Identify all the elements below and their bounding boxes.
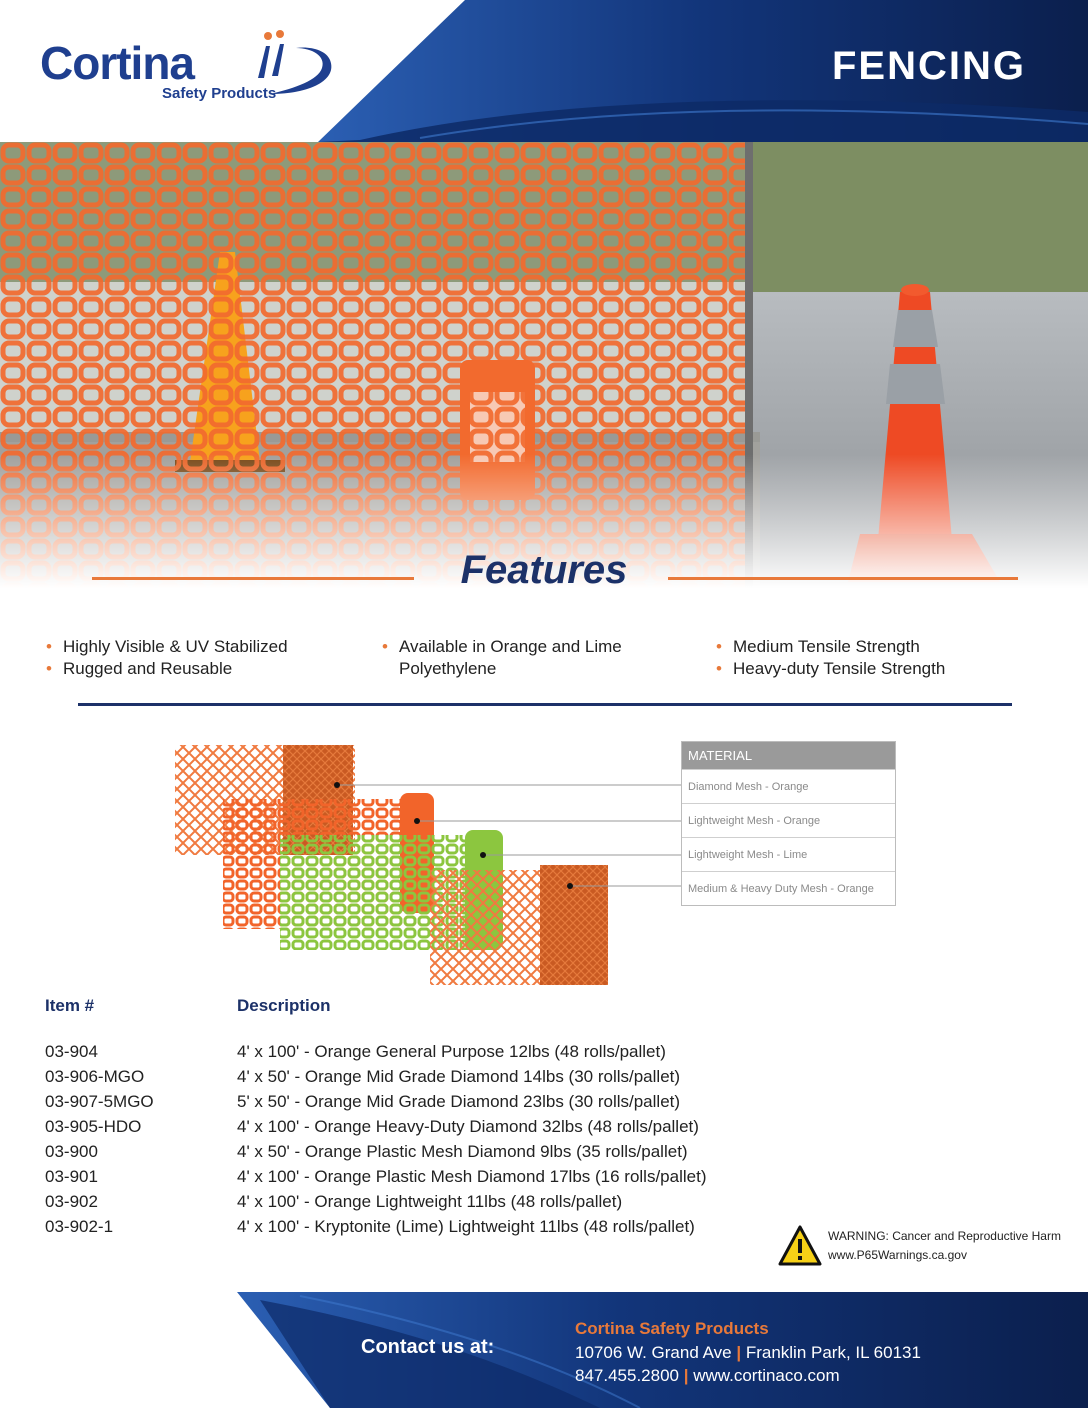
footer-band — [0, 1290, 1088, 1408]
header — [0, 0, 1088, 142]
item-description: 4' x 100' - Orange Heavy-Duty Diamond 32lbs (48 rolls/pallet) — [237, 1117, 699, 1136]
separator: | — [736, 1343, 742, 1362]
item-number: 03-904 — [45, 1042, 98, 1061]
item-number: 03-907-5MGO — [45, 1092, 154, 1111]
item-description: 4' x 100' - Kryptonite (Lime) Lightweight 11lbs (48 rolls/pallet) — [237, 1217, 695, 1236]
phone-number[interactable]: 847.455.2800 — [575, 1366, 679, 1385]
feature-item: • Medium Tensile Strength — [716, 636, 945, 658]
contact-details — [575, 1366, 840, 1386]
item-number: 03-905-HDO — [45, 1117, 142, 1136]
item-number: 03-900 — [45, 1142, 98, 1161]
features-column-3 — [716, 636, 945, 680]
feature-item: • Rugged and Reusable — [46, 658, 288, 680]
product-table — [45, 1042, 785, 1242]
warning-triangle-icon — [778, 1224, 822, 1268]
material-legend-row: Lightweight Mesh - Orange — [682, 803, 895, 837]
table-row — [45, 1142, 785, 1167]
material-legend-row: Lightweight Mesh - Lime — [682, 837, 895, 871]
separator: | — [683, 1366, 689, 1385]
item-number: 03-901 — [45, 1167, 98, 1186]
item-number-header: Item # — [45, 996, 95, 1015]
prop65-warning — [778, 1224, 1078, 1270]
table-row — [45, 1117, 785, 1142]
logo-wordmark: Cortina — [40, 37, 194, 89]
table-row — [45, 1167, 785, 1192]
table-row — [45, 1217, 785, 1242]
feature-item: • Highly Visible & UV Stabilized — [46, 636, 288, 658]
company-name: Cortina Safety Products — [575, 1319, 769, 1338]
item-description: 4' x 50' - Orange Plastic Mesh Diamond 9lbs (35 rolls/pallet) — [237, 1142, 688, 1161]
features-heading: Features — [460, 548, 628, 592]
hero-photo — [0, 142, 1088, 588]
material-legend-header: MATERIAL — [682, 742, 895, 769]
item-number: 03-902-1 — [45, 1217, 114, 1236]
address-city: Franklin Park, IL 60131 — [745, 1343, 921, 1362]
section-divider — [78, 703, 1012, 706]
description-header: Description — [237, 996, 331, 1015]
item-number: 03-902 — [45, 1192, 98, 1211]
page-title: FENCING — [832, 44, 1026, 88]
contact-label: Contact us at: — [361, 1336, 495, 1358]
features-column-2 — [382, 636, 672, 680]
item-number: 03-906-MGO — [45, 1067, 145, 1086]
item-description: 4' x 50' - Orange Mid Grade Diamond 14lbs (30 rolls/pallet) — [237, 1067, 681, 1086]
address — [575, 1343, 921, 1363]
table-row — [45, 1067, 785, 1092]
website-link[interactable]: www.cortinaco.com — [693, 1366, 840, 1385]
material-legend-row: Medium & Heavy Duty Mesh - Orange — [682, 871, 895, 905]
warning-line-1: WARNING: Cancer and Reproductive Harm — [828, 1229, 1061, 1243]
fencing-photo — [0, 142, 1088, 588]
warning-text — [828, 1227, 1061, 1265]
material-legend-row: Diamond Mesh - Orange — [682, 769, 895, 803]
feature-item: • Available in Orange and Lime Polyethylene — [382, 636, 672, 680]
features-column-1 — [46, 636, 288, 680]
warning-link[interactable]: www.P65Warnings.ca.gov — [828, 1248, 967, 1262]
cortina-logo — [40, 28, 340, 108]
address-street: 10706 W. Grand Ave — [575, 1343, 732, 1362]
table-row — [45, 1042, 785, 1067]
feature-item: • Heavy-duty Tensile Strength — [716, 658, 945, 680]
table-row — [45, 1092, 785, 1117]
logo-tagline: Safety Products — [162, 85, 277, 102]
item-description: 5' x 50' - Orange Mid Grade Diamond 23lbs (30 rolls/pallet) — [237, 1092, 681, 1111]
material-legend — [681, 741, 896, 906]
table-row — [45, 1192, 785, 1217]
item-description: 4' x 100' - Orange Plastic Mesh Diamond 17lbs (16 rolls/pallet) — [237, 1167, 707, 1186]
item-description: 4' x 100' - Orange General Purpose 12lbs (48 rolls/pallet) — [237, 1042, 666, 1061]
item-description: 4' x 100' - Orange Lightweight 11lbs (48 rolls/pallet) — [237, 1192, 623, 1211]
